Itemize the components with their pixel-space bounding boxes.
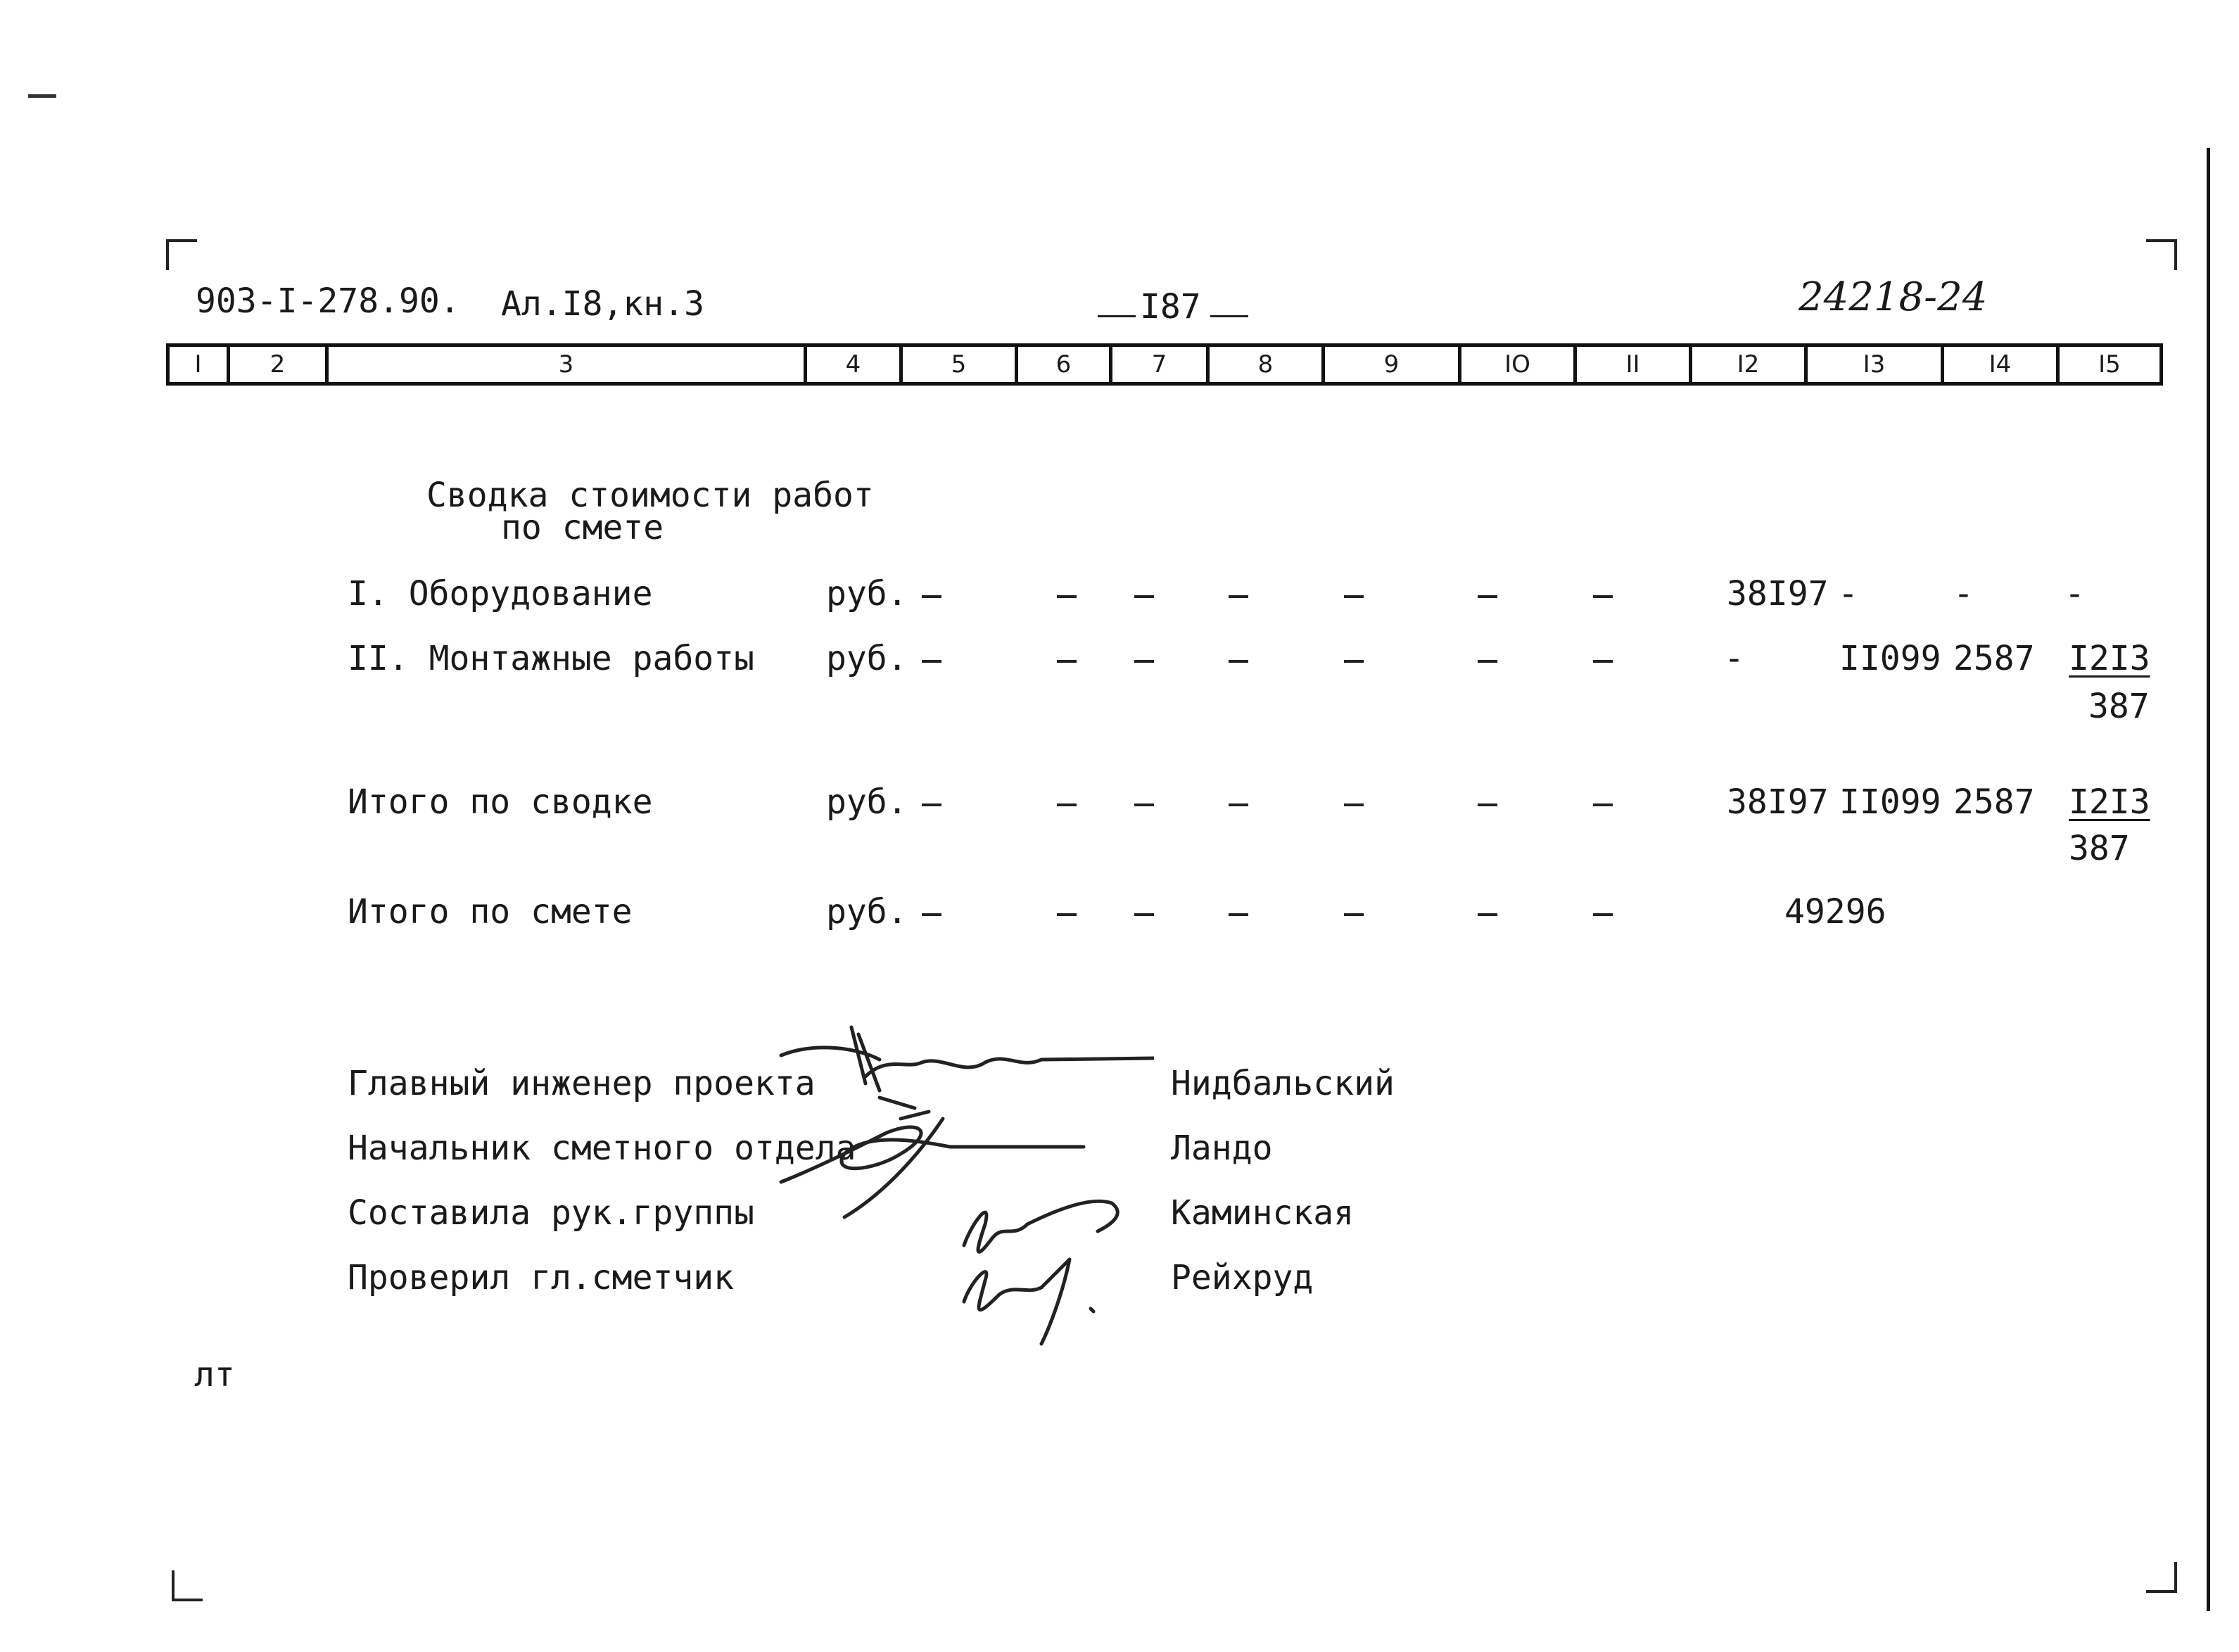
empty-cell-dash xyxy=(1134,913,1154,916)
signature-name: Рейхруд xyxy=(1171,1258,1314,1297)
page-number-dash-right xyxy=(1210,315,1248,317)
column-number: 9 xyxy=(1325,347,1461,382)
cell-col15: I2I3 xyxy=(2069,782,2150,822)
column-number: I4 xyxy=(1944,347,2060,382)
column-number: 6 xyxy=(1018,347,1112,382)
row-unit: руб. xyxy=(826,892,908,932)
column-number: 4 xyxy=(807,347,903,382)
empty-cell-dash xyxy=(1478,803,1497,806)
corner-mark-bottom-left xyxy=(172,1570,203,1601)
column-number: II xyxy=(1577,347,1692,382)
corner-mark-bottom-right xyxy=(2146,1562,2177,1593)
cell-col13: - xyxy=(1838,574,1858,614)
row-unit: руб. xyxy=(826,782,908,822)
summary-title-line2: по смете xyxy=(501,508,664,547)
corner-mark-top-right xyxy=(2146,239,2177,270)
empty-cell-dash xyxy=(922,803,941,806)
empty-cell-dash xyxy=(1344,660,1364,663)
row-label: I. Оборудование xyxy=(348,574,653,614)
handwritten-signatures xyxy=(760,1013,1154,1351)
cell-col15: - xyxy=(2064,574,2085,614)
document-code: 903-I-278.90. xyxy=(196,281,460,321)
cell-col12: 38I97 xyxy=(1727,574,1829,614)
empty-cell-dash xyxy=(922,660,941,663)
column-number: I3 xyxy=(1808,347,1944,382)
empty-cell-dash xyxy=(1229,803,1248,806)
empty-cell-dash xyxy=(1134,660,1154,663)
page-edge-line xyxy=(2207,148,2210,1611)
corner-mark-top-left xyxy=(166,239,197,270)
signature-role: Главный инженер проекта xyxy=(348,1064,816,1103)
signature-role: Проверил гл.сметчик xyxy=(348,1258,735,1297)
empty-cell-dash xyxy=(1593,595,1613,598)
empty-cell-dash xyxy=(1593,660,1613,663)
column-number-strip xyxy=(166,343,2163,386)
cell-col14: 2587 xyxy=(1953,639,2035,678)
archive-number: 24218-24 xyxy=(1799,274,1988,320)
empty-cell-dash xyxy=(1593,803,1613,806)
signature-stroke-chief-engineer xyxy=(781,1027,1154,1119)
signature-name: Ландо xyxy=(1171,1129,1273,1168)
album-reference: Ал.I8,кн.3 xyxy=(501,284,704,324)
footer-mark: лт xyxy=(194,1355,235,1394)
empty-cell-dash xyxy=(1344,913,1364,916)
cell-col15-second-line: 387 xyxy=(2088,687,2150,726)
empty-cell-dash xyxy=(1057,660,1077,663)
summary-title-line1: Сводка стоимости работ xyxy=(426,476,874,515)
cell-col12: - xyxy=(1724,639,1744,678)
page-number: I87 xyxy=(1140,287,1201,326)
estimate-total: 49296 xyxy=(1784,892,1886,932)
empty-cell-dash xyxy=(1134,595,1154,598)
empty-cell-dash xyxy=(1229,595,1248,598)
empty-cell-dash xyxy=(922,595,941,598)
empty-cell-dash xyxy=(1344,595,1364,598)
empty-cell-dash xyxy=(1478,660,1497,663)
signature-stroke-chief-estimator xyxy=(964,1259,1093,1344)
row-label: Итого по сводке xyxy=(348,782,653,822)
row-unit: руб. xyxy=(826,639,908,678)
cell-col14: - xyxy=(1953,574,1974,614)
row-unit: руб. xyxy=(826,574,908,614)
column-number: I5 xyxy=(2098,350,2121,379)
empty-cell-dash xyxy=(1344,803,1364,806)
cell-col15-second-line: 387 xyxy=(2069,829,2130,868)
signature-name: Каминская xyxy=(1171,1193,1355,1233)
empty-cell-dash xyxy=(1478,595,1497,598)
empty-cell-dash xyxy=(1593,913,1613,916)
column-number: 7 xyxy=(1112,347,1210,382)
cell-col15: I2I3 xyxy=(2069,639,2150,678)
column-number: I2 xyxy=(1692,347,1808,382)
cell-col12: 38I97 xyxy=(1727,782,1829,822)
signature-role: Начальник сметного отдела xyxy=(348,1129,856,1168)
empty-cell-dash xyxy=(922,913,941,916)
cell-col13: II099 xyxy=(1839,782,1941,822)
empty-cell-dash xyxy=(1134,803,1154,806)
empty-cell-dash xyxy=(1057,803,1077,806)
empty-cell-dash xyxy=(1057,913,1077,916)
cell-col14: 2587 xyxy=(1953,782,2035,822)
column-number: 8 xyxy=(1210,347,1325,382)
column-number: 3 xyxy=(329,347,807,382)
column-number: 2 xyxy=(230,347,329,382)
empty-cell-dash xyxy=(1478,913,1497,916)
empty-cell-dash xyxy=(1229,913,1248,916)
empty-cell-dash xyxy=(1229,660,1248,663)
row-label: II. Монтажные работы xyxy=(348,639,754,678)
page-number-dash-left xyxy=(1098,315,1136,317)
cell-col13: II099 xyxy=(1839,639,1941,678)
signature-stroke-estimate-head xyxy=(781,1119,1084,1217)
signature-role: Составила рук.группы xyxy=(348,1193,754,1233)
empty-cell-dash xyxy=(1057,595,1077,598)
column-number: 5 xyxy=(903,347,1018,382)
signature-name: Нидбальский xyxy=(1171,1064,1395,1103)
signature-stroke-group-lead xyxy=(964,1201,1117,1252)
column-number: I xyxy=(170,347,230,382)
row-label: Итого по смете xyxy=(348,892,633,932)
scan-mark xyxy=(28,94,56,98)
column-number: IO xyxy=(1461,347,1577,382)
